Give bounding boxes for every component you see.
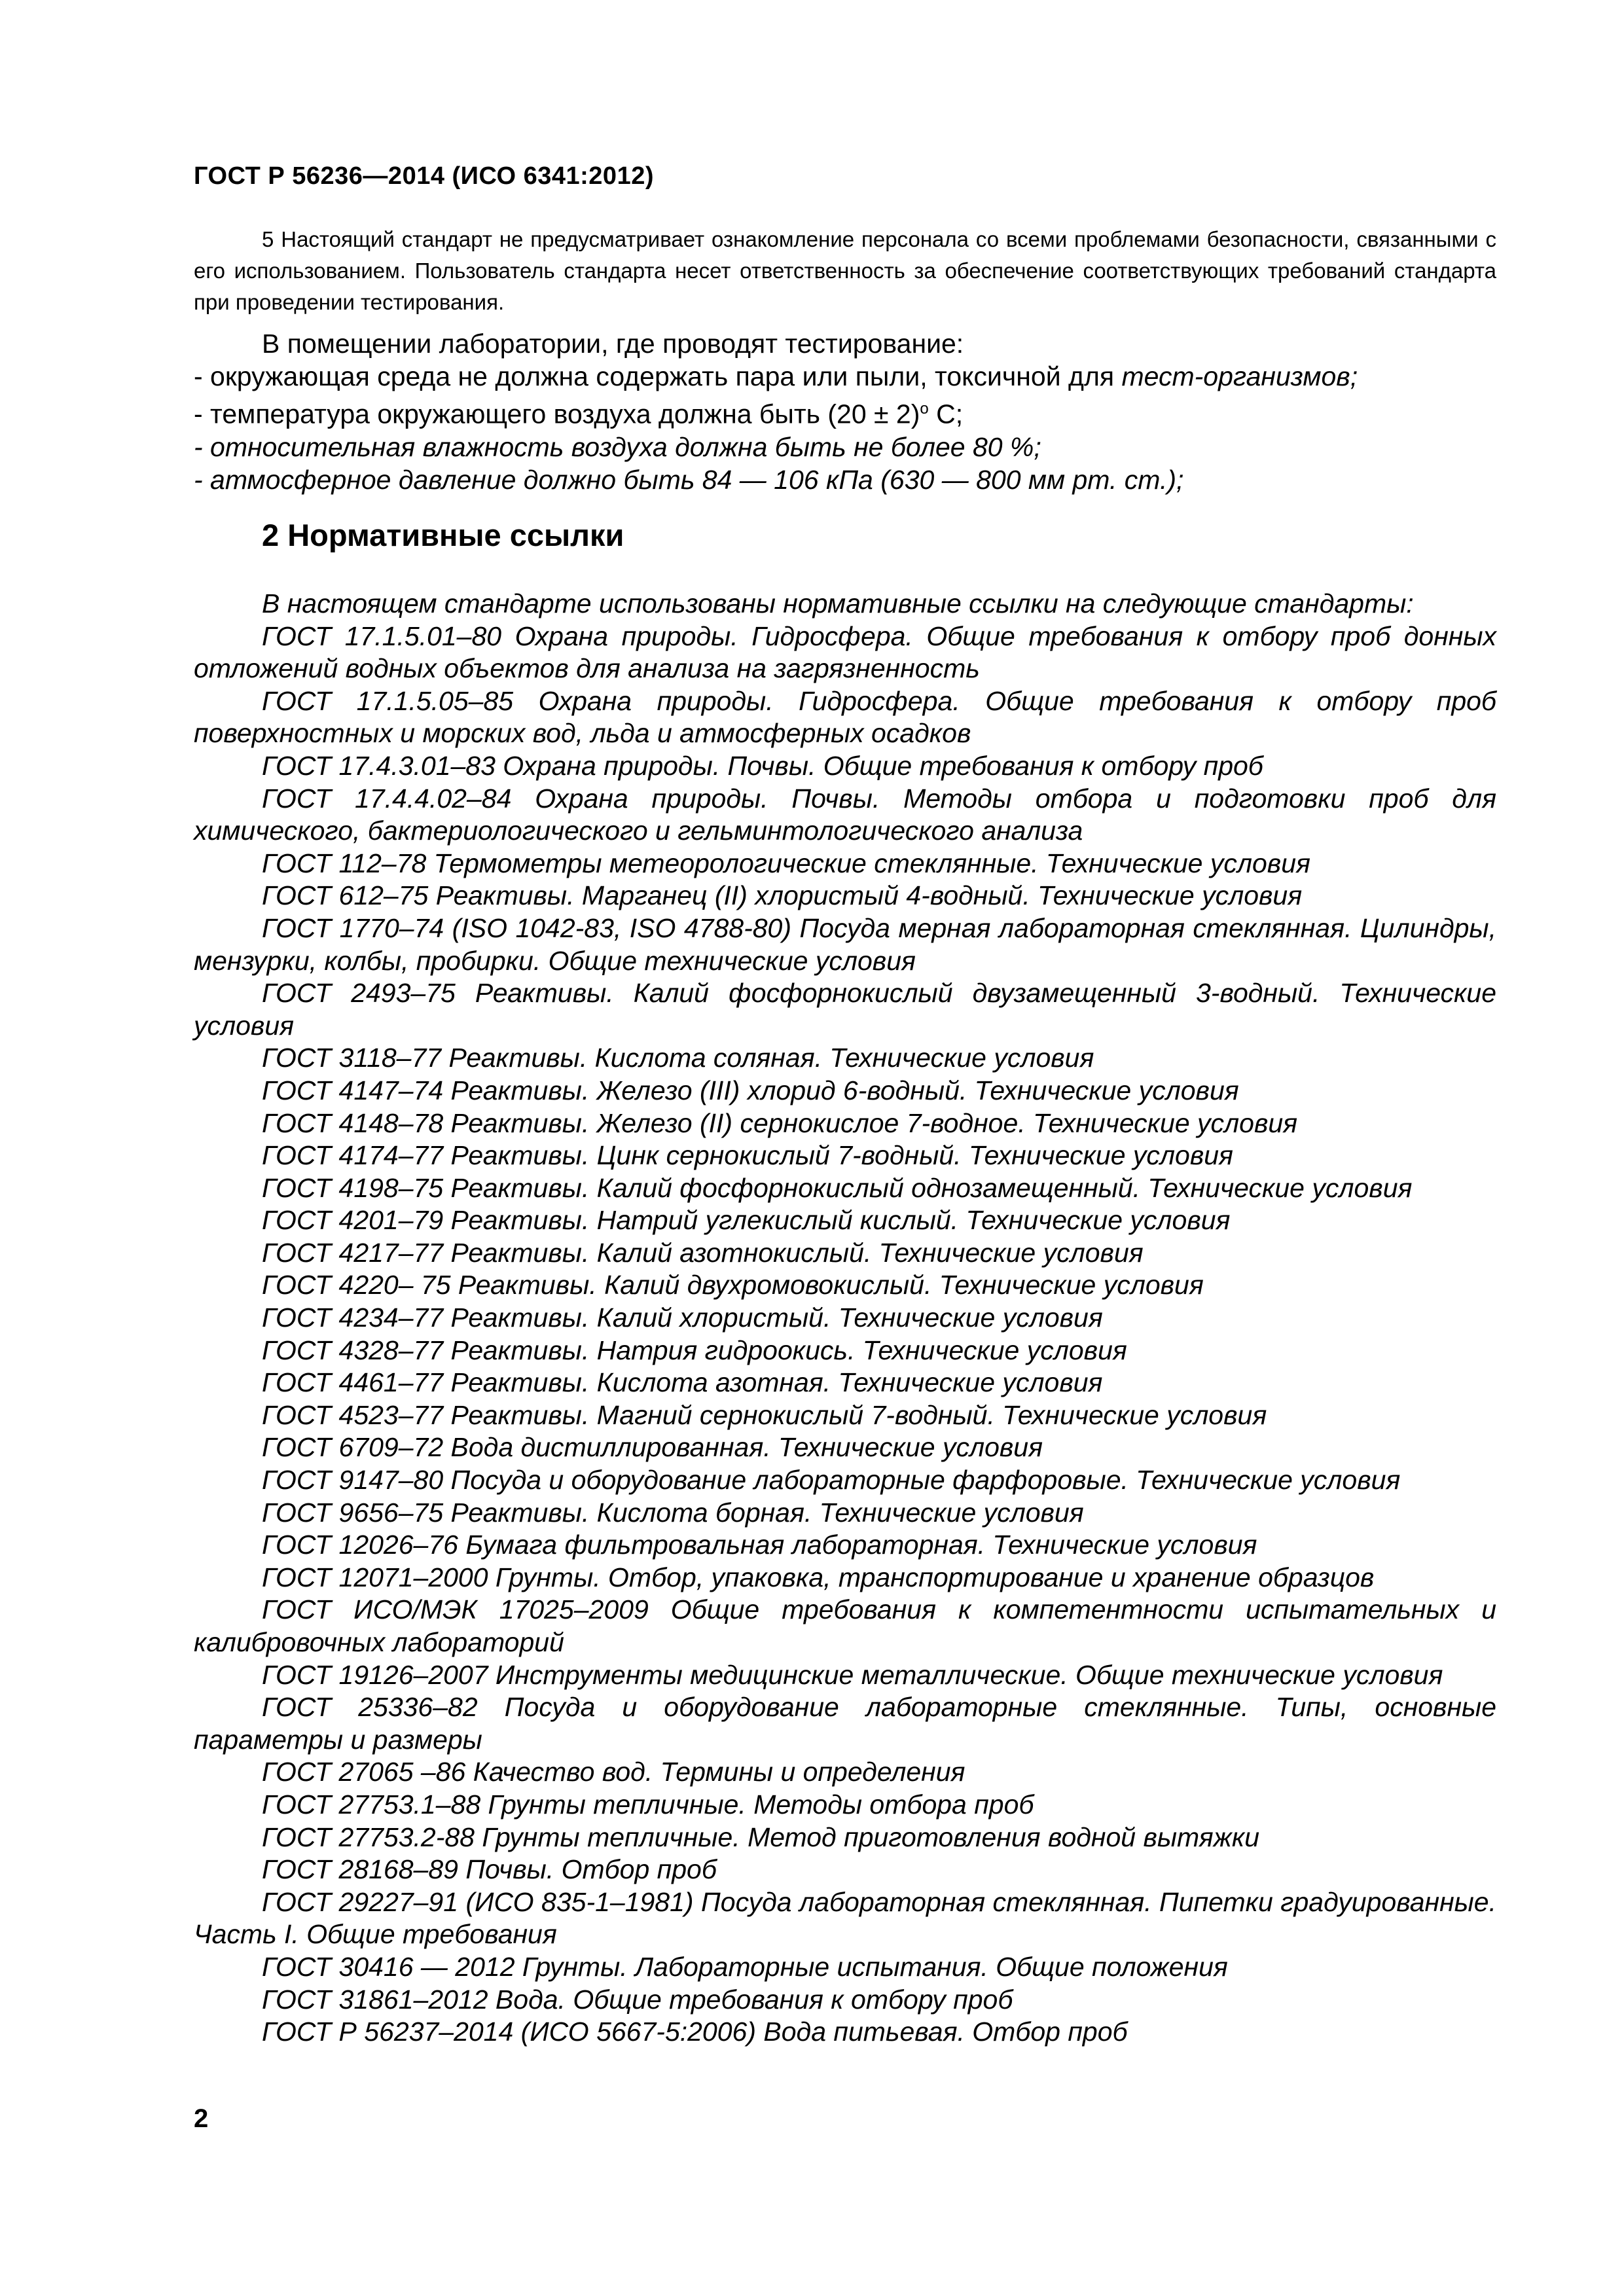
reference-item: ГОСТ 29227–91 (ИСО 835-1–1981) Посуда лабораторная стеклянная. Пипетки градуированные. Часть I. Общие требования (194, 1886, 1496, 1950)
document-header: ГОСТ Р 56236—2014 (ИСО 6341:2012) (194, 162, 654, 190)
reference-item: ГОСТ 4461–77 Реактивы. Кислота азотная. Технические условия (262, 1367, 1103, 1398)
reference-item: ГОСТ 4198–75 Реактивы. Калий фосфорнокислый однозамещенный. Технические условия (262, 1172, 1413, 1203)
lab-condition-humidity: - относительная влажность воздуха должна быть не более 80 %; (194, 431, 1041, 462)
reference-item: ГОСТ 4328–77 Реактивы. Натрия гидроокись. Технические условия (262, 1335, 1127, 1365)
reference-item: ГОСТ 4201–79 Реактивы. Натрий углекислый кислый. Технические условия (262, 1205, 1231, 1236)
reference-item: ГОСТ 17.1.5.05–85 Охрана природы. Гидросфера. Общие требования к отбору проб поверхностных и морских вод, льда и атмосферных осадков (194, 685, 1496, 749)
reference-item: ГОСТ 3118–77 Реактивы. Кислота соляная. Технические условия (262, 1043, 1094, 1073)
reference-item: ГОСТ 28168–89 Почвы. Отбор проб (262, 1854, 717, 1885)
reference-item: ГОСТ 17.1.5.01–80 Охрана природы. Гидросфера. Общие требования к отбору проб донных отложений водных объектов для анализа на загрязненность (194, 620, 1496, 684)
reference-item: ГОСТ 4217–77 Реактивы. Калий азотнокислый. Технические условия (262, 1237, 1144, 1268)
reference-item: ГОСТ 6709–72 Вода дистиллированная. Технические условия (262, 1432, 1043, 1463)
lab-conditions-intro: В помещении лаборатории, где проводят тестирование: (262, 329, 964, 359)
reference-item: ГОСТ 4148–78 Реактивы. Железо (II) сернокислое 7-водное. Технические условия (262, 1107, 1298, 1138)
lab-condition-temperature (194, 393, 1496, 431)
reference-item: ГОСТ 9147–80 Посуда и оборудование лабораторные фарфоровые. Технические условия (262, 1465, 1401, 1496)
lab-condition-temperature-unit: С; (928, 399, 964, 429)
reference-item: ГОСТ 4234–77 Реактивы. Калий хлористый. Технические условия (262, 1302, 1103, 1333)
safety-note (194, 224, 1496, 318)
reference-item: ГОСТ 112–78 Термометры метеорологические стеклянные. Технические условия (262, 848, 1310, 878)
degree-mark: o (920, 400, 929, 418)
reference-item: ГОСТ 4174–77 Реактивы. Цинк сернокислый 7-водный. Технические условия (262, 1140, 1233, 1171)
reference-item: ГОСТ 19126–2007 Инструменты медицинские металлические. Общие технические условия (262, 1659, 1443, 1690)
reference-item: ГОСТ 612–75 Реактивы. Марганец (II) хлористый 4-водный. Технические условия (262, 880, 1303, 911)
references-intro: В настоящем стандарте использованы нормативные ссылки на следующие стандарты: (262, 588, 1414, 619)
reference-item: ГОСТ 25336–82 Посуда и оборудование лабораторные стеклянные. Типы, основные параметры и размеры (194, 1692, 1496, 1755)
reference-item: ГОСТ 4147–74 Реактивы. Железо (III) хлорид 6-водный. Технические условия (262, 1075, 1239, 1105)
reference-item: ГОСТ 4220– 75 Реактивы. Калий двухромовокислый. Технические условия (262, 1270, 1204, 1300)
reference-item: ГОСТ Р 56237–2014 (ИСО 5667-5:2006) Вода питьевая. Отбор проб (262, 2017, 1128, 2047)
reference-item: ГОСТ 9656–75 Реактивы. Кислота борная. Технические условия (262, 1497, 1084, 1528)
reference-item: ГОСТ 1770–74 (ISO 1042-83, ISO 4788-80) Посуда мерная лабораторная стеклянная. Цилиндры, мензурки, колбы, пробирки. Общие технические условия (194, 912, 1496, 976)
normative-references (194, 588, 1496, 2049)
lab-condition-environment-italic: тест-организмов; (1121, 361, 1358, 391)
references-list (194, 620, 1496, 2049)
section-title: 2 Нормативные ссылки (262, 518, 624, 552)
reference-item: ГОСТ 4523–77 Реактивы. Магний сернокислый 7-водный. Технические условия (262, 1399, 1267, 1430)
reference-item: ГОСТ 27753.2-88 Грунты тепличные. Метод приготовления водной вытяжки (262, 1821, 1260, 1852)
lab-condition-pressure: - атмосферное давление должно быть 84 — 106 кПа (630 — 800 мм рт. ст.); (194, 464, 1184, 495)
reference-item: ГОСТ 27753.1–88 Грунты тепличные. Методы отбора проб (262, 1789, 1034, 1820)
safety-note-text: 5 Настоящий стандарт не предусматривает ознакомление персонала со всеми проблемами безопасности, связанными с его использованием. Пользователь стандарта несет ответственность за обеспечение соответствующих требований стандарта при проведении тестирования. (194, 227, 1496, 314)
reference-item: ГОСТ 30416 — 2012 Грунты. Лабораторные испытания. Общие положения (262, 1951, 1228, 1982)
reference-item: ГОСТ 2493–75 Реактивы. Калий фосфорнокислый двузамещенный 3-водный. Технические условия (194, 978, 1496, 1041)
reference-item: ГОСТ 17.4.4.02–84 Охрана природы. Почвы. Методы отбора и подготовки проб для химического, бактериологического и гельминтологического анализа (194, 783, 1496, 846)
lab-condition-environment (194, 360, 1496, 393)
reference-item: ГОСТ 27065 –86 Качество вод. Термины и определения (262, 1757, 965, 1787)
reference-item: ГОСТ 12026–76 Бумага фильтровальная лабораторная. Технические условия (262, 1530, 1257, 1560)
page-number: 2 (194, 2104, 209, 2133)
reference-item: ГОСТ ИСО/МЭК 17025–2009 Общие требования к компетентности испытательных и калибровочных лабораторий (194, 1594, 1496, 1657)
lab-condition-temperature-text: - температура окружающего воздуха должна быть (20 ± 2) (194, 399, 920, 429)
lab-conditions (194, 327, 1496, 496)
reference-item: ГОСТ 31861–2012 Вода. Общие требования к отбору проб (262, 1984, 1013, 2015)
reference-item: ГОСТ 17.4.3.01–83 Охрана природы. Почвы. Общие требования к отбору проб (262, 750, 1263, 781)
reference-item: ГОСТ 12071–2000 Грунты. Отбор, упаковка, транспортирование и хранение образцов (262, 1562, 1375, 1592)
lab-condition-environment-text: - окружающая среда не должна содержать пара или пыли, токсичной для (194, 361, 1122, 391)
